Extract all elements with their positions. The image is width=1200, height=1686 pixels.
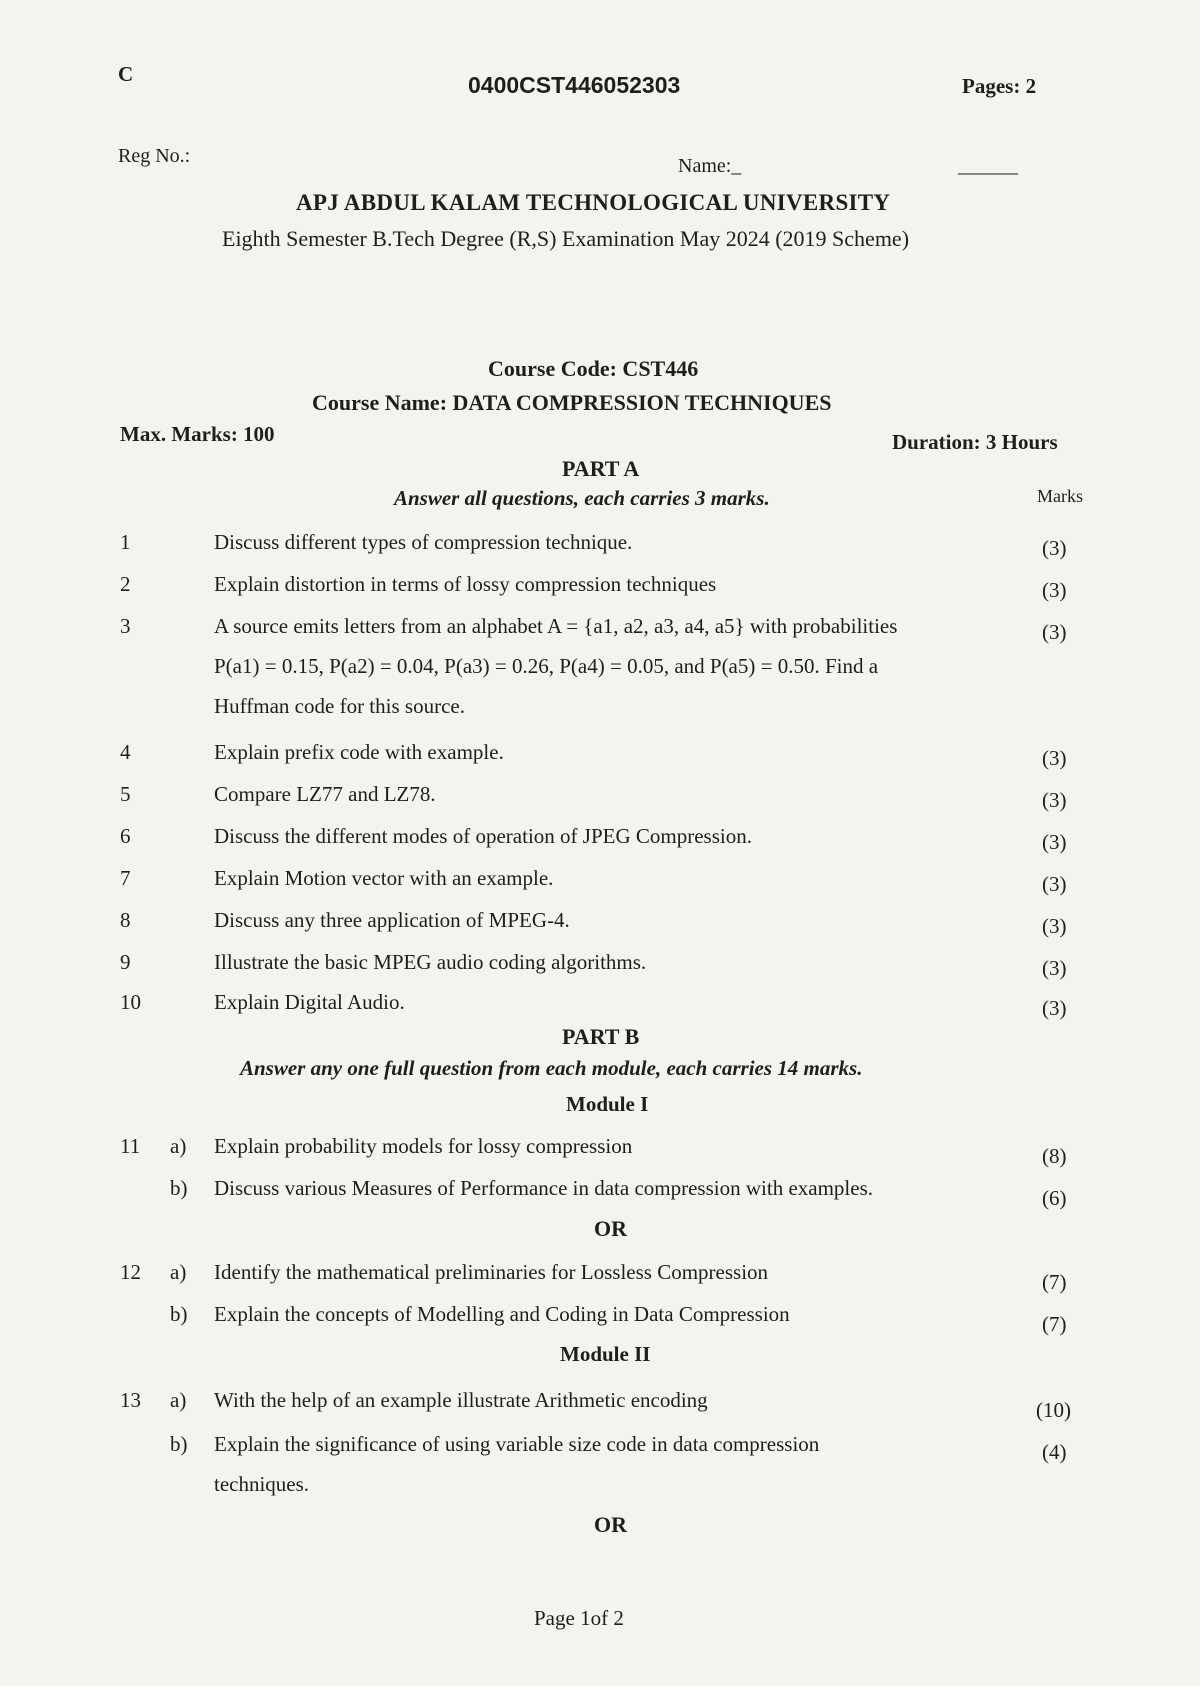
max-marks: Max. Marks: 100	[120, 422, 275, 446]
reg-no-label: Reg No.:	[118, 145, 191, 167]
module-2-heading: Module II	[560, 1342, 651, 1366]
q11a-label: a)	[170, 1134, 187, 1158]
q13a-marks: (10)	[1036, 1398, 1071, 1422]
q11b-text: Discuss various Measures of Performance in data compression with examples.	[214, 1176, 873, 1200]
part-a-q10-marks: (3)	[1042, 996, 1067, 1020]
name-label: Name:_	[678, 155, 742, 177]
q11b-label: b)	[170, 1176, 188, 1200]
part-a-q4-number: 4	[120, 740, 131, 764]
part-a-q10-number: 10	[120, 990, 141, 1014]
part-a-q9-number: 9	[120, 950, 131, 974]
part-a-q5-number: 5	[120, 782, 131, 806]
part-a-q5-text: Compare LZ77 and LZ78.	[214, 782, 436, 806]
page-number: Page 1of 2	[534, 1606, 624, 1630]
q13b-text-line-1: Explain the significance of using variable size code in data compression	[214, 1432, 820, 1456]
course-name: Course Name: DATA COMPRESSION TECHNIQUES	[312, 390, 832, 415]
q13b-label: b)	[170, 1432, 188, 1456]
course-code: Course Code: CST446	[488, 356, 699, 381]
q11-number: 11	[120, 1134, 141, 1158]
part-a-q3-text-line-1: A source emits letters from an alphabet A = {a1, a2, a3, a4, a5} with probabilities	[214, 614, 898, 638]
part-a-q2-text: Explain distortion in terms of lossy compression techniques	[214, 572, 717, 596]
part-a-q2-number: 2	[120, 572, 131, 596]
module-1-heading: Module I	[566, 1092, 649, 1116]
part-a-q4-text: Explain prefix code with example.	[214, 740, 504, 764]
q11a-text: Explain probability models for lossy compression	[214, 1134, 633, 1158]
q12b-text: Explain the concepts of Modelling and Coding in Data Compression	[214, 1302, 790, 1326]
part-a-q3-text-line-2: P(a1) = 0.15, P(a2) = 0.04, P(a3) = 0.26, P(a4) = 0.05, and P(a5) = 0.50. Find a	[214, 654, 879, 678]
part-a-q8-number: 8	[120, 908, 131, 932]
paper-code: 0400CST446052303	[468, 72, 681, 98]
marks-header: Marks	[1037, 486, 1083, 506]
part-a-q3-number: 3	[120, 614, 131, 638]
part-a-q7-marks: (3)	[1042, 872, 1067, 896]
part-a-q7-number: 7	[120, 866, 131, 890]
part-a-q6-number: 6	[120, 824, 131, 848]
q12-number: 12	[120, 1260, 141, 1284]
part-a-q1-text: Discuss different types of compression technique.	[214, 530, 633, 554]
exam-title: Eighth Semester B.Tech Degree (R,S) Examination May 2024 (2019 Scheme)	[222, 226, 910, 251]
q13-number: 13	[120, 1388, 141, 1412]
q11b-marks: (6)	[1042, 1186, 1067, 1210]
pages-count: Pages: 2	[962, 74, 1037, 98]
part-a-q10-text: Explain Digital Audio.	[214, 990, 405, 1014]
name-line: ______	[958, 155, 1018, 177]
part-b-instruction: Answer any one full question from each module, each carries 14 marks.	[240, 1056, 863, 1080]
q12a-label: a)	[170, 1260, 187, 1284]
q13a-label: a)	[170, 1388, 187, 1412]
part-a-q9-text: Illustrate the basic MPEG audio coding algorithms.	[214, 950, 647, 974]
part-a-instruction: Answer all questions, each carries 3 marks.	[394, 486, 770, 510]
part-a-q9-marks: (3)	[1042, 956, 1067, 980]
part-a-q8-marks: (3)	[1042, 914, 1067, 938]
part-b-title: PART B	[562, 1024, 640, 1049]
part-a-q4-marks: (3)	[1042, 746, 1067, 770]
part-a-q5-marks: (3)	[1042, 788, 1067, 812]
q12a-text: Identify the mathematical preliminaries for Lossless Compression	[214, 1260, 769, 1284]
part-a-q2-marks: (3)	[1042, 578, 1067, 602]
q13b-marks: (4)	[1042, 1440, 1067, 1464]
part-a-q7-text: Explain Motion vector with an example.	[214, 866, 554, 890]
part-a-q1-number: 1	[120, 530, 131, 554]
q11a-marks: (8)	[1042, 1144, 1067, 1168]
part-a-q3-marks: (3)	[1042, 620, 1067, 644]
q12a-marks: (7)	[1042, 1270, 1067, 1294]
or-separator-1: OR	[594, 1216, 627, 1241]
or-separator-2: OR	[594, 1512, 627, 1537]
part-a-q1-marks: (3)	[1042, 536, 1067, 560]
duration: Duration: 3 Hours	[892, 430, 1058, 454]
part-a-q8-text: Discuss any three application of MPEG-4.	[214, 908, 570, 932]
q13a-text: With the help of an example illustrate Arithmetic encoding	[214, 1388, 708, 1412]
q13b-text-line-2: techniques.	[214, 1472, 310, 1496]
part-a-title: PART A	[562, 456, 640, 481]
set-code: C	[118, 62, 134, 86]
part-a-q6-marks: (3)	[1042, 830, 1067, 854]
q12b-marks: (7)	[1042, 1312, 1067, 1336]
university-name: APJ ABDUL KALAM TECHNOLOGICAL UNIVERSITY	[296, 190, 891, 215]
part-a-q6-text: Discuss the different modes of operation of JPEG Compression.	[214, 824, 752, 848]
part-a-q3-text-line-3: Huffman code for this source.	[214, 694, 465, 718]
q12b-label: b)	[170, 1302, 188, 1326]
